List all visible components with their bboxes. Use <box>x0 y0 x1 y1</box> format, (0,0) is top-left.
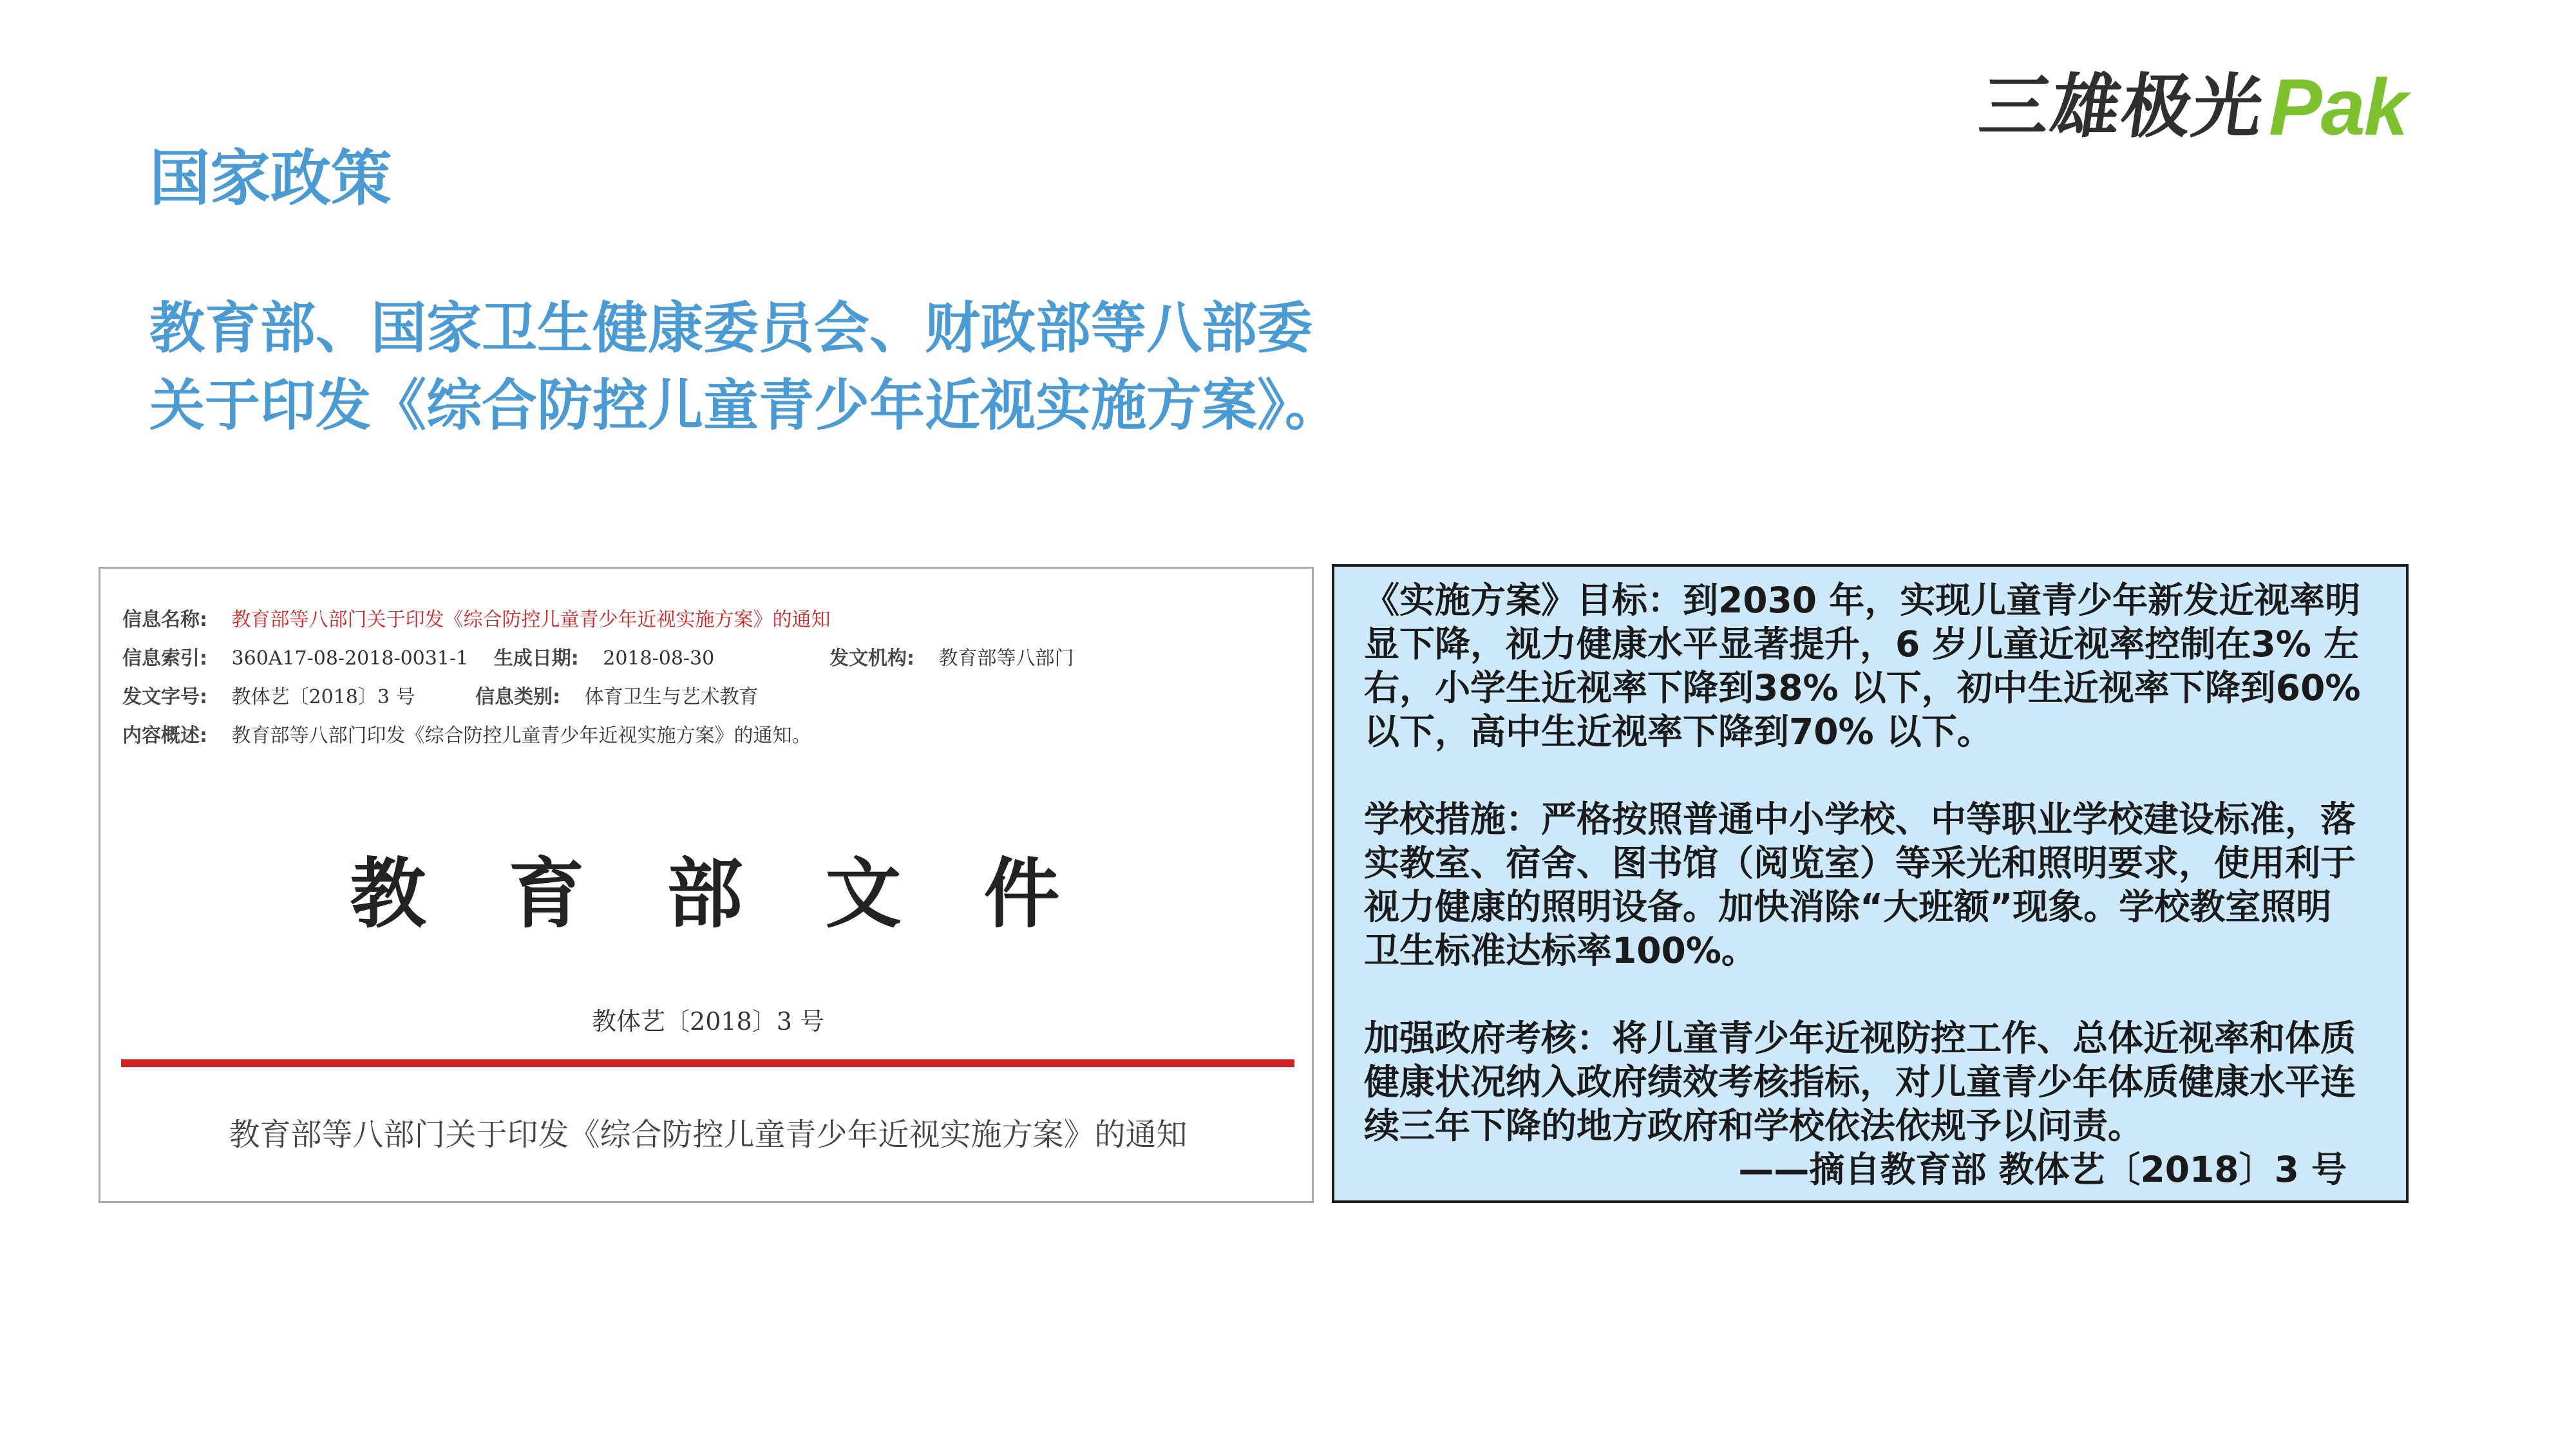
document-subject: 教育部等八部门关于印发《综合防控儿童青少年近视实施方案》的通知 <box>229 1117 1188 1153</box>
logo-english-text: Pak <box>2269 63 2407 152</box>
text-line: 《实施方案》目标：到2030 年，实现儿童青少年新发近视率明 <box>1364 580 2361 621</box>
meta-label: 信息索引: <box>122 647 207 670</box>
text-line: 显下降，视力健康水平显著提升，6 岁儿童近视率控制在3% 左 <box>1364 623 2359 665</box>
meta-value: 体育卫生与艺术教育 <box>584 686 759 708</box>
meta-label: 发文机构: <box>829 647 914 670</box>
meta-label: 信息名称: <box>122 609 207 631</box>
meta-info-index <box>122 647 714 670</box>
meta-value: 教体艺〔2018〕3 号 <box>231 686 415 708</box>
logo-chinese-text: 三雄极光 <box>1975 67 2269 147</box>
source-attribution: ——摘自教育部 教体艺〔2018〕3 号 <box>1738 1149 2347 1190</box>
red-divider-line <box>121 1059 1294 1067</box>
headline-line-1: 教育部、国家卫生健康委员会、财政部等八部委 <box>149 296 1312 361</box>
document-image <box>99 567 1314 1203</box>
text-line: 学校措施：严格按照普通中小学校、中等职业学校建设标准，落 <box>1364 799 2356 840</box>
meta-value: 教育部等八部门 <box>938 647 1074 670</box>
text-line: 加强政府考核：将儿童青少年近视防控工作、总体近视率和体质 <box>1364 1018 2356 1059</box>
text-line: 实教室、宿舍、图书馆（阅览室）等采光和照明要求，使用利于 <box>1364 842 2356 884</box>
meta-label: 生成日期: <box>493 647 579 670</box>
text-line: 健康状况纳入政府绩效考核指标，对儿童青少年体质健康水平连 <box>1364 1061 2356 1103</box>
school-measures-paragraph <box>1364 797 2372 972</box>
meta-label: 内容概述: <box>122 724 207 747</box>
meta-value: 360A17-08-2018-0031-1 <box>231 647 469 670</box>
document-title: 教育部文件 <box>350 849 1142 938</box>
headline-line-2: 关于印发《综合防控儿童青少年近视实施方案》。 <box>149 374 1340 438</box>
meta-value: 教育部等八部门印发《综合防控儿童青少年近视实施方案》的通知。 <box>231 724 811 747</box>
paragraph-gap <box>1364 972 2372 1016</box>
headline <box>149 290 1631 444</box>
text-line: 视力健康的照明设备。加快消除“大班额”现象。学校教室照明 <box>1364 886 2332 927</box>
document-number: 教体艺〔2018〕3 号 <box>592 1007 824 1036</box>
meta-issuer <box>829 647 1074 670</box>
text-line: 续三年下降的地方政府和学校依法依规予以问责。 <box>1364 1105 2144 1146</box>
government-assessment-paragraph <box>1364 1016 2372 1148</box>
meta-info-name <box>122 609 831 632</box>
text-line: 卫生标准达标率100%。 <box>1364 930 1757 971</box>
meta-label: 信息类别: <box>475 686 561 708</box>
text-line: 以下，高中生近视率下降到70% 以下。 <box>1364 711 1993 752</box>
section-title: 国家政策 <box>149 144 392 214</box>
policy-summary-box <box>1332 564 2409 1203</box>
meta-label: 发文字号: <box>122 686 207 708</box>
paragraph-gap <box>1364 753 2372 797</box>
text-line: 右，小学生近视率下降到38% 以下，初中生近视率下降到60% <box>1364 667 2361 708</box>
meta-doc-number <box>122 686 759 709</box>
meta-value: 教育部等八部门关于印发《综合防控儿童青少年近视实施方案》的通知 <box>231 609 831 631</box>
goal-paragraph <box>1364 578 2372 753</box>
meta-summary <box>122 724 811 748</box>
meta-value: 2018-08-30 <box>603 647 715 670</box>
brand-logo <box>1975 63 2489 152</box>
